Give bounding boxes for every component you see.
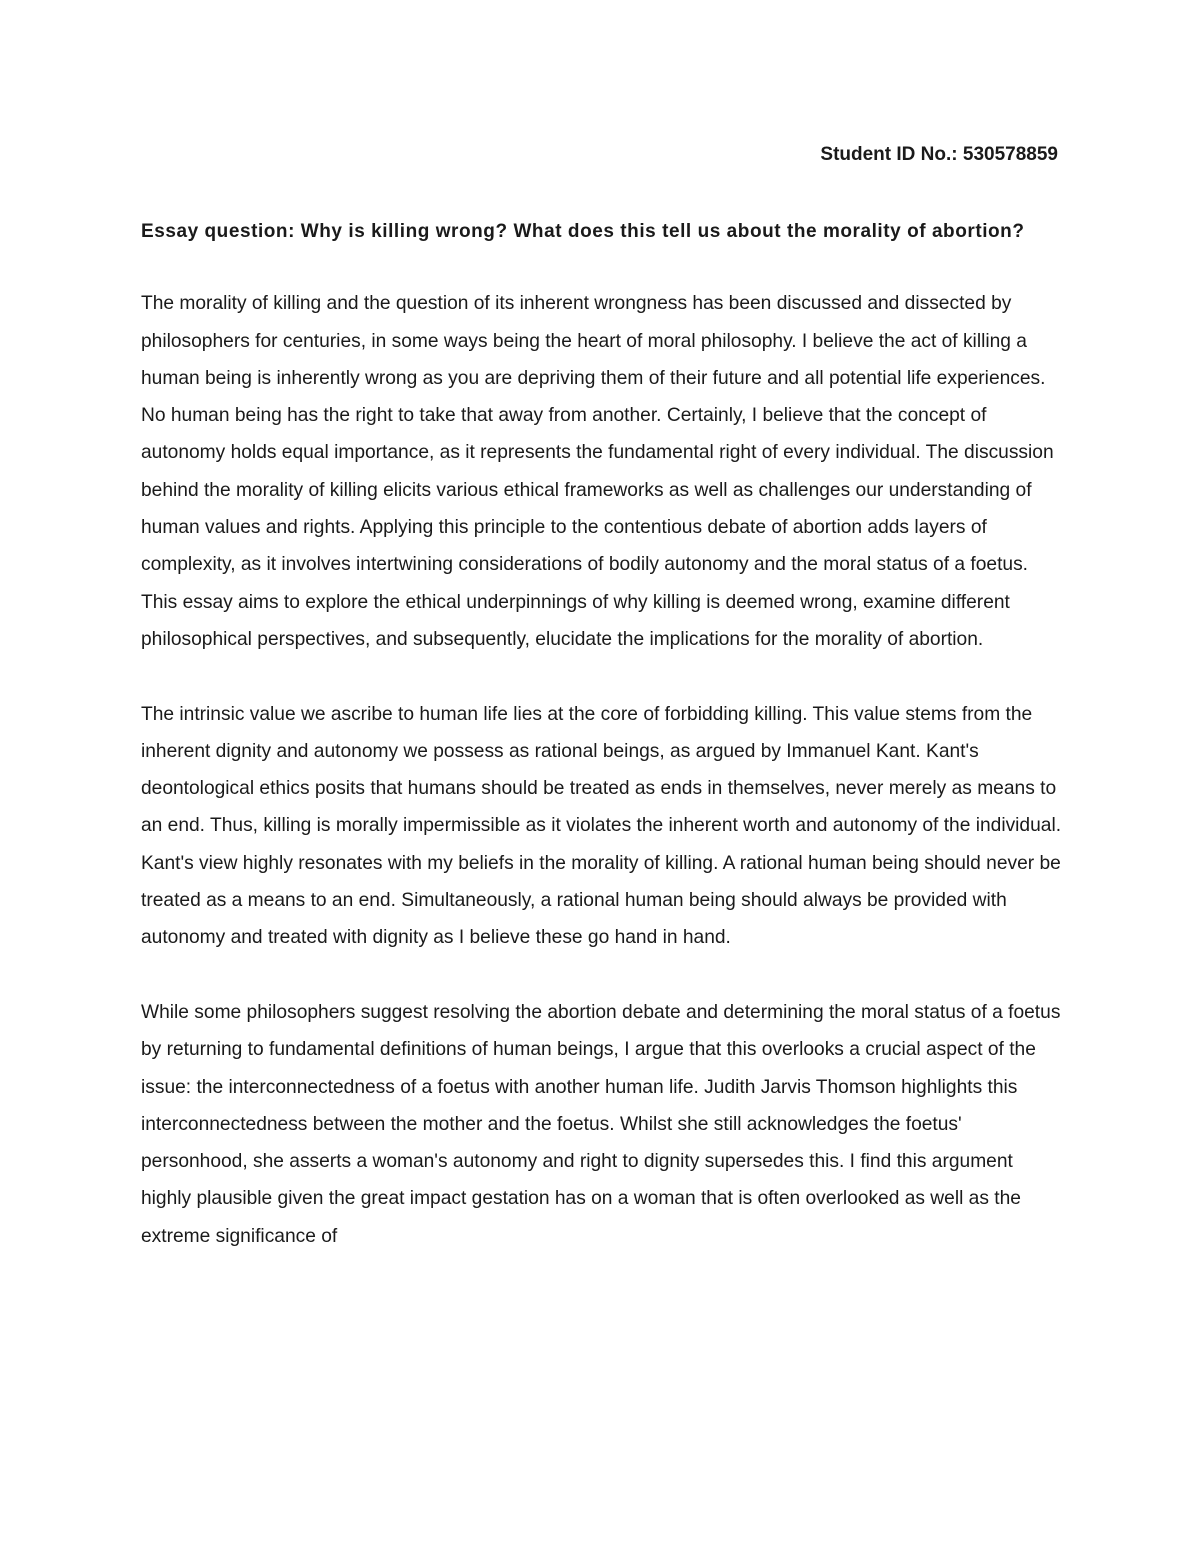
essay-paragraph: While some philosophers suggest resolving the abortion debate and determining the moral status of a foetus by returning to fundamental definitions of human beings, I argue that this overlooks a crucial aspect of the issue: the interconnectedness of a foetus with another human life. Judith Jarvis Thomson highlights this interconnectedness between the mother and the foetus. Whilst she still acknowledges the foetus' personhood, she asserts a woman's autonomy and right to dignity supersedes this. I find this argument highly plausible given the great impact gestation has on a woman that is often overlooked as well as the extreme significance of <box>141 1001 1061 1247</box>
essay-paragraph: The morality of killing and the question of its inherent wrongness has been discussed and dissected by philosophers for centuries, in some ways being the heart of moral philosophy. I believe the act of killing a human being is inherently wrong as you are depriving them of their future and all potential life experiences. No human being has the right to take that away from another. Certainly, I believe that the concept of autonomy holds equal importance, as it represents the fundamental right of every individual. The discussion behind the morality of killing elicits various ethical frameworks as well as challenges our understanding of human values and rights. Applying this principle to the contentious debate of abortion adds layers of complexity, as it involves intertwining considerations of bodily autonomy and the moral status of a foetus. This essay aims to explore the ethical underpinnings of why killing is deemed wrong, examine different philosophical perspectives, and subsequently, elucidate the implications for the morality of abortion. <box>141 293 1054 650</box>
student-id-label: Student ID No.: 530578859 <box>820 144 1058 165</box>
essay-question: Essay question: Why is killing wrong? What does this tell us about the morality of abortion? <box>141 221 1025 242</box>
essay-body <box>141 213 1066 1255</box>
essay-paragraph: The intrinsic value we ascribe to human life lies at the core of forbidding killing. This value stems from the inherent dignity and autonomy we possess as rational beings, as argued by Immanuel Kant. Kant's deontological ethics posits that humans should be treated as ends in themselves, never merely as means to an end. Thus, killing is morally impermissible as it violates the inherent worth and autonomy of the individual. Kant's view highly resonates with my beliefs in the morality of killing. A rational human being should never be treated as a means to an end. Simultaneously, a rational human being should always be provided with autonomy and treated with dignity as I believe these go hand in hand. <box>141 703 1062 949</box>
